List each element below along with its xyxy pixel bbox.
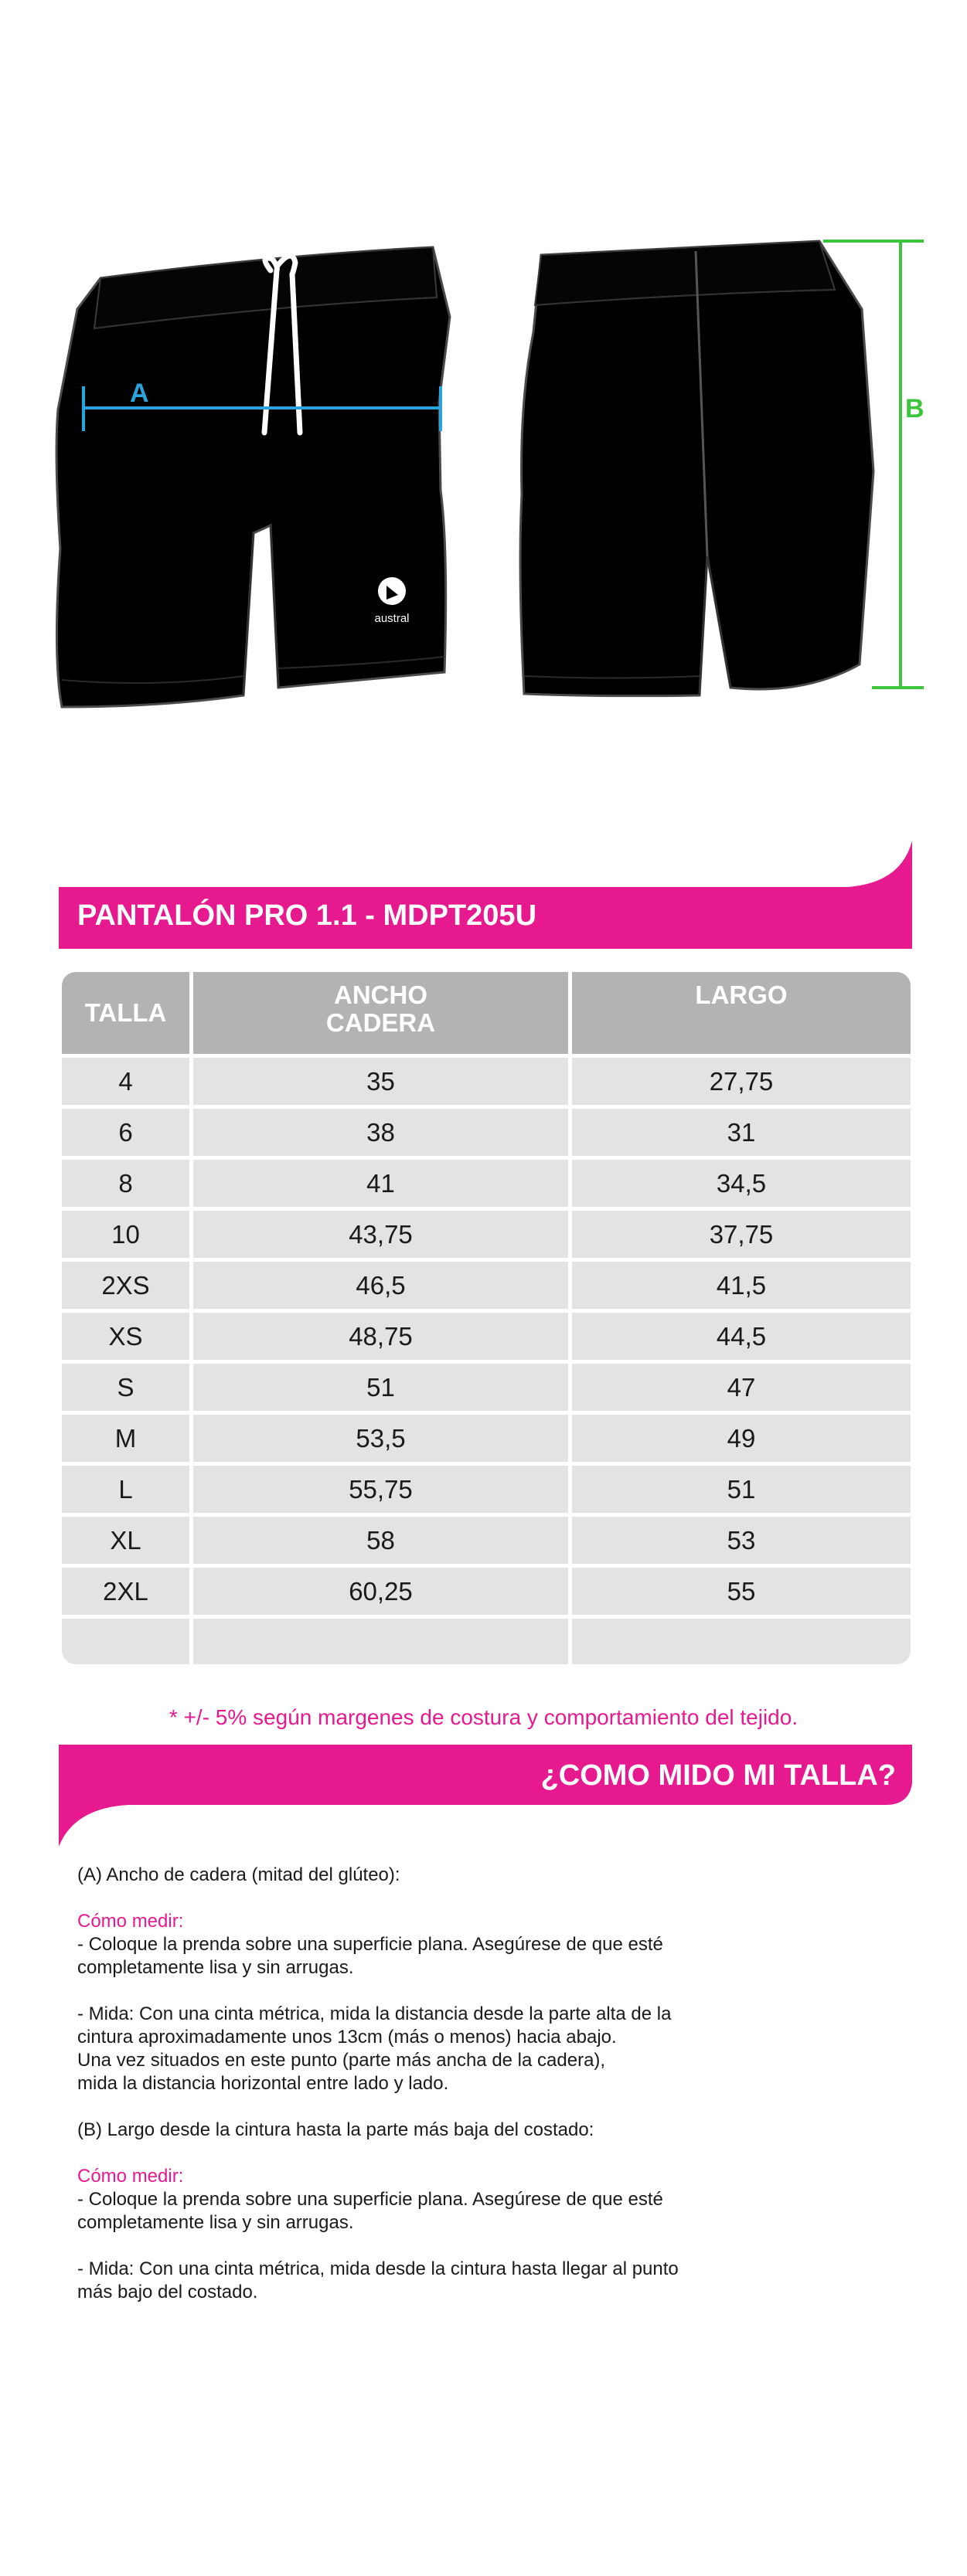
- cell-talla: XL: [62, 1513, 189, 1564]
- b-step2-line1: - Mida: Con una cinta métrica, mida desde la cintura hasta llegar al punto: [77, 2258, 679, 2279]
- cell-ancho: 46,5: [189, 1258, 568, 1309]
- table-header-row: [62, 972, 911, 1054]
- a-step2-line2: cintura aproximadamente unos 13cm (más o menos) hacia abajo.: [77, 2027, 617, 2048]
- b-heading: [77, 2119, 711, 2142]
- table-row: [62, 1156, 911, 1207]
- cell-ancho: 60,25: [189, 1564, 568, 1615]
- cell-ancho: 48,75: [189, 1309, 568, 1360]
- shorts-front-illustration: [46, 224, 464, 719]
- cell-empty: [189, 1615, 568, 1664]
- header-talla: TALLA: [62, 972, 189, 1054]
- cell-largo: 41,5: [568, 1258, 911, 1309]
- cell-talla: L: [62, 1462, 189, 1513]
- measurement-a-label: A: [130, 379, 149, 408]
- cell-ancho: 41: [189, 1156, 568, 1207]
- a-step1-line1: - Coloque la prenda sobre una superficie plana. Asegúrese de que esté: [77, 1934, 663, 1955]
- size-table: [62, 972, 911, 1664]
- cell-talla: 10: [62, 1207, 189, 1258]
- product-title: PANTALÓN PRO 1.1 - MDPT205U: [77, 899, 537, 932]
- table-row: [62, 1054, 911, 1105]
- cell-largo: 37,75: [568, 1207, 911, 1258]
- header-largo: LARGO: [568, 972, 911, 1054]
- cell-empty: [62, 1615, 189, 1664]
- cell-largo: 47: [568, 1360, 911, 1411]
- b-heading-text: (B) Largo desde la cintura hasta la parte más baja del costado:: [77, 2119, 594, 2140]
- cell-largo: 49: [568, 1411, 911, 1462]
- cell-largo: 44,5: [568, 1309, 911, 1360]
- a-step2-line4: mida la distancia horizontal entre lado y lado.: [77, 2073, 449, 2094]
- cell-talla: 2XS: [62, 1258, 189, 1309]
- cell-talla: M: [62, 1411, 189, 1462]
- a-heading-text: (A) Ancho de cadera (mitad del glúteo):: [77, 1864, 400, 1885]
- table-row: [62, 1564, 911, 1615]
- cell-largo: 27,75: [568, 1054, 911, 1105]
- table-row: [62, 1462, 911, 1513]
- cell-ancho: 53,5: [189, 1411, 568, 1462]
- measurement-instructions: [77, 1864, 711, 2327]
- b-step2: [77, 2258, 711, 2304]
- a-step1-line2: completamente lisa y sin arrugas.: [77, 1957, 354, 1978]
- cell-talla: XS: [62, 1309, 189, 1360]
- table-row: [62, 1258, 911, 1309]
- b-step1-line2: completamente lisa y sin arrugas.: [77, 2212, 354, 2233]
- table-row: [62, 1207, 911, 1258]
- cell-ancho: 43,75: [189, 1207, 568, 1258]
- cell-largo: 53: [568, 1513, 911, 1564]
- cell-talla: 8: [62, 1156, 189, 1207]
- b-step2-line2: más bajo del costado.: [77, 2282, 258, 2302]
- cell-largo: 34,5: [568, 1156, 911, 1207]
- a-step2: [77, 2003, 711, 2095]
- cell-empty: [568, 1615, 911, 1664]
- cell-ancho: 58: [189, 1513, 568, 1564]
- b-step1-line1: - Coloque la prenda sobre una superficie plana. Asegúrese de que esté: [77, 2189, 663, 2210]
- cell-talla: 2XL: [62, 1564, 189, 1615]
- cell-talla: 6: [62, 1105, 189, 1156]
- b-step1: [77, 2165, 711, 2234]
- cell-largo: 55: [568, 1564, 911, 1615]
- measurement-b-label: B: [905, 394, 924, 423]
- table-row: [62, 1360, 911, 1411]
- cell-talla: S: [62, 1360, 189, 1411]
- shorts-back-illustration: [510, 224, 943, 719]
- table-row: [62, 1513, 911, 1564]
- tolerance-note: * +/- 5% según margenes de costura y comportamiento del tejido.: [169, 1705, 798, 1729]
- howto-title: ¿COMO MIDO MI TALLA?: [540, 1759, 896, 1792]
- a-step2-line3: Una vez situados en este punto (parte más ancha de la cadera),: [77, 2050, 606, 2071]
- cell-largo: 51: [568, 1462, 911, 1513]
- cell-largo: 31: [568, 1105, 911, 1156]
- cell-ancho: 51: [189, 1360, 568, 1411]
- cell-ancho: 35: [189, 1054, 568, 1105]
- a-step1: [77, 1910, 711, 1980]
- table-row: [62, 1309, 911, 1360]
- cell-talla: 4: [62, 1054, 189, 1105]
- header-ancho-cadera: ANCHO CADERA: [189, 972, 568, 1054]
- a-how-label: Cómo medir:: [77, 1911, 184, 1932]
- logo-text: austral: [374, 612, 410, 625]
- a-heading: [77, 1864, 711, 1887]
- table-row-empty: [62, 1615, 911, 1664]
- cell-ancho: 38: [189, 1105, 568, 1156]
- a-step2-line1: - Mida: Con una cinta métrica, mida la distancia desde la parte alta de la: [77, 2003, 672, 2024]
- table-row: [62, 1105, 911, 1156]
- table-row: [62, 1411, 911, 1462]
- cell-ancho: 55,75: [189, 1462, 568, 1513]
- b-how-label: Cómo medir:: [77, 2166, 184, 2187]
